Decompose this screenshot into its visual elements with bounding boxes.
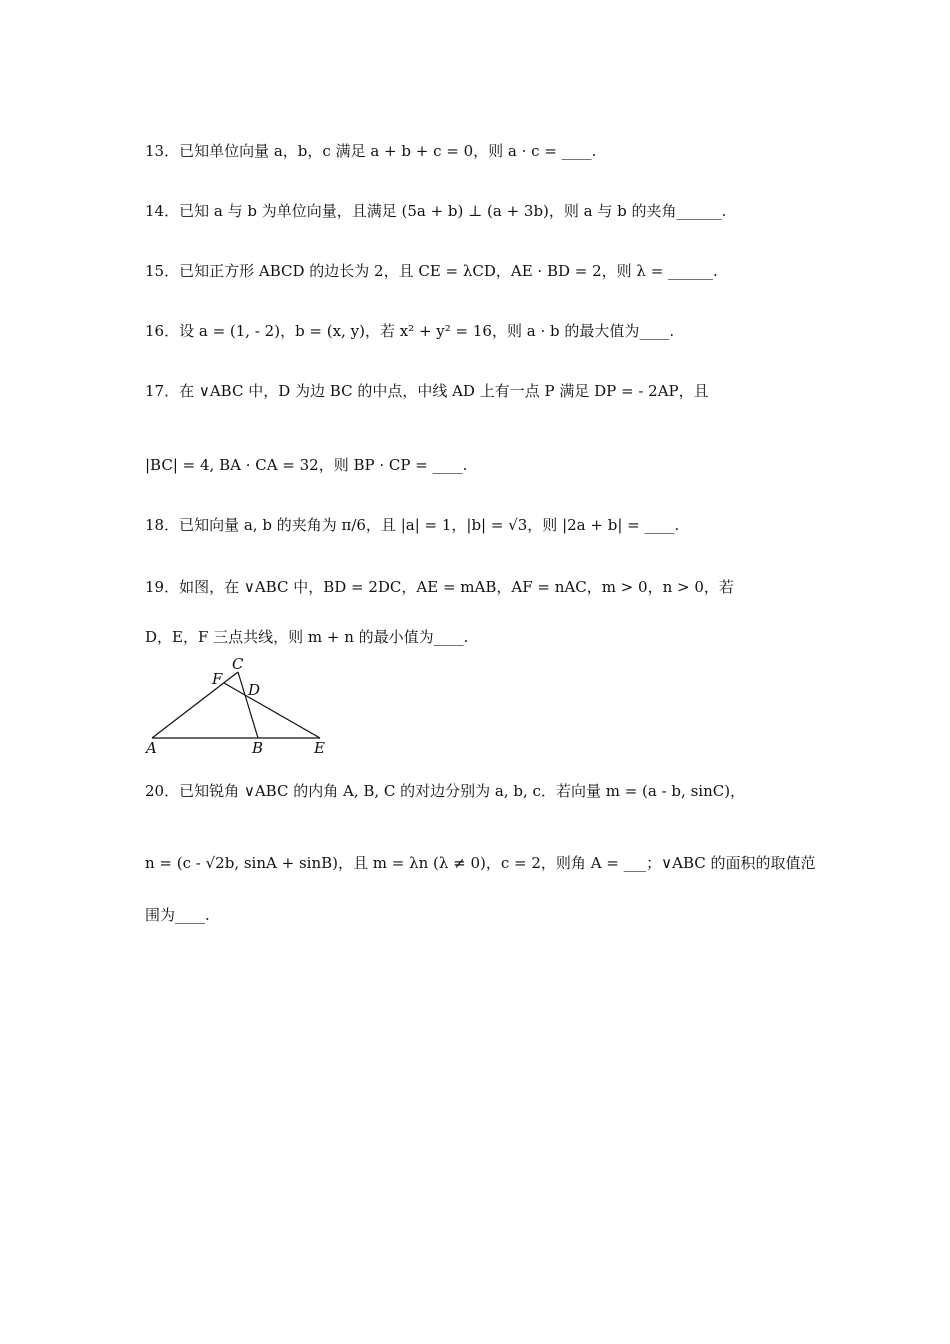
problem-15-line-1: 15．已知正方形 ABCD 的边长为 2，且 CE = λCD，AE · BD = 2，则 λ = ______.	[145, 262, 718, 280]
label-B: B	[252, 739, 264, 757]
problem-17-line-1: 17．在 ∨ABC 中，D 为边 BC 的中点，中线 AD 上有一点 P 满足 DP = - 2AP，且	[145, 382, 709, 400]
label-E: E	[314, 739, 325, 757]
problem-17-line-2: |BC| = 4, BA · CA = 32，则 BP · CP = ____.	[145, 456, 468, 474]
line-FE	[224, 683, 320, 738]
problem-19-line-1: 19．如图，在 ∨ABC 中，BD = 2DC，AE = mAB，AF = nAC，m > 0，n > 0，若	[145, 578, 734, 596]
label-A: A	[146, 739, 157, 757]
problem-13-line-1: 13．已知单位向量 a，b，c 满足 a + b + c = 0，则 a · c = ____.	[145, 142, 597, 160]
problem-20-line-1: 20．已知锐角 ∨ABC 的内角 A, B, C 的对边分别为 a, b, c．若向量 m = (a - b, sinC)，	[145, 782, 746, 800]
problem-16-line-1: 16．设 a = (1, - 2)，b = (x, y)，若 x² + y² = 16，则 a · b 的最大值为____.	[145, 322, 675, 340]
line-AC	[152, 672, 238, 738]
triangle-figure	[140, 652, 340, 757]
label-D: D	[248, 681, 261, 699]
problem-19-line-2: D，E，F 三点共线，则 m + n 的最小值为____.	[145, 628, 469, 646]
label-C: C	[232, 655, 244, 673]
problem-20-line-3: 围为____.	[145, 906, 210, 924]
problem-14-line-1: 14．已知 a 与 b 为单位向量，且满足 (5a + b) ⊥ (a + 3b)，则 a 与 b 的夹角______.	[145, 202, 727, 220]
problem-20-line-2: n = (c - √2b, sinA + sinB)，且 m = λn (λ ≠ 0)，c = 2，则角 A = ___；∨ABC 的面积的取值范	[145, 854, 816, 872]
problem-18-line-1: 18．已知向量 a, b 的夹角为 π/6，且 |a| = 1，|b| = √3，则 |2a + b| = ____.	[145, 516, 680, 534]
label-F: F	[212, 670, 223, 688]
